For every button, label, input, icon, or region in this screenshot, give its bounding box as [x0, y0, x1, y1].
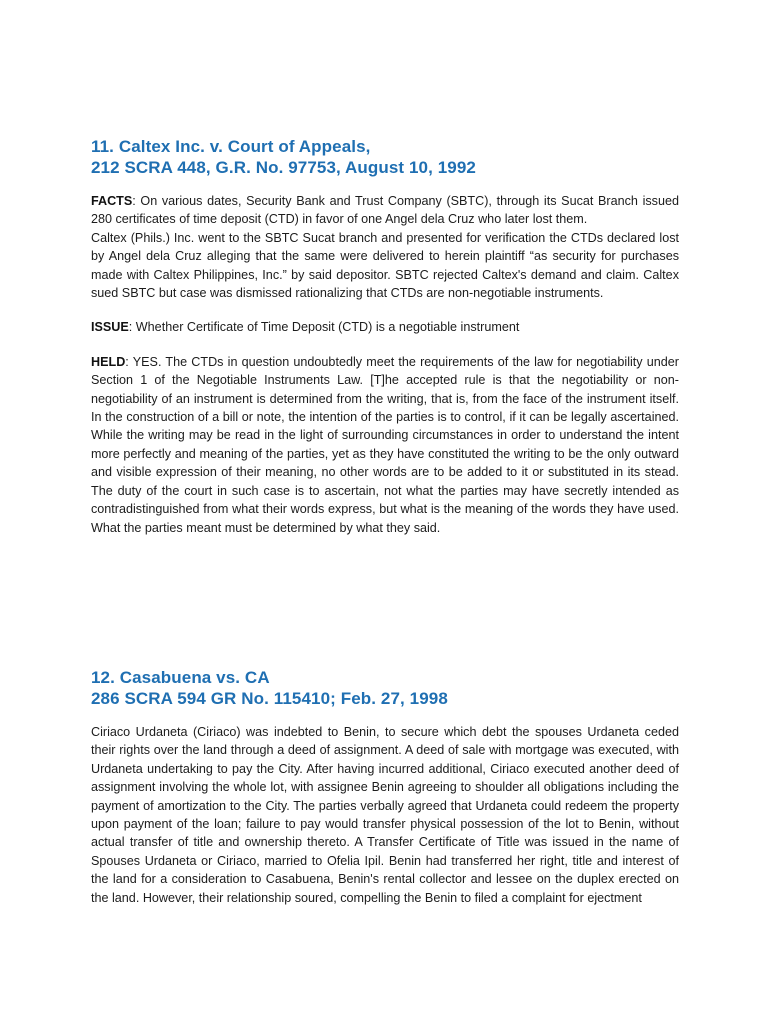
case-title-line-1: 12. Casabuena vs. CA — [91, 668, 270, 687]
issue-label: ISSUE — [91, 320, 129, 335]
case-title-line-1: 11. Caltex Inc. v. Court of Appeals, — [91, 137, 371, 156]
body-paragraph: Ciriaco Urdaneta (Ciriaco) was indebted to Benin, to secure which debt the spouses Urdaneta ceded their rights over the land through a deed of assignment. A deed of sale with mortgage was executed, with Urdaneta undertaking to pay the City. After having incurred additional, Ciriaco executed another deed of assignment involving the whole lot, with assignee Benin agreeing to shoulder all obligations including the payment of amortization to the City. The parties verbally agreed that Urdaneta could redeem the property upon payment of the loan; failure to pay would transfer physical possession of the lot to Benin, without actual transfer of title and ownership thereto. A Transfer Certificate of Title was issued in the name of Spouses Urdaneta or Ciriaco, married to Ofelia Ipil. Benin had transferred her right, title and interest of the land for a consideration to Casabuena, Benin's rental collector and lessee on the duplex erected on the land. However, their relationship soured, compelling the Benin to filed a complaint for ejectment — [91, 725, 679, 905]
facts-label: FACTS — [91, 194, 133, 208]
facts-paragraph — [91, 192, 679, 229]
case-title — [91, 667, 679, 709]
issue-text: : Whether Certificate of Time Deposit (CTD) is a negotiable instrument — [128, 320, 520, 335]
case-11 — [91, 136, 679, 537]
case-12 — [91, 667, 679, 907]
issue-paragraph — [91, 318, 679, 336]
facts-paragraph-2: Caltex (Phils.) Inc. went to the SBTC Sucat branch and presented for verification the CTDs declared lost by Angel dela Cruz alleging that the same were delivered to herein plaintiff “as security for purchases made with Caltex Philippines, Inc.” by said depositor. SBTC rejected Caltex's demand and claim. Caltex sued SBTC but case was dismissed rationalizing that CTDs are non-negotiable instruments. — [91, 230, 679, 301]
case-title-line-2: 212 SCRA 448, G.R. No. 97753, August 10, 1992 — [91, 158, 476, 177]
held-paragraph — [91, 353, 679, 537]
held-label: HELD — [91, 354, 126, 369]
case-title — [91, 136, 679, 178]
case-title-line-2: 286 SCRA 594 GR No. 115410; Feb. 27, 1998 — [91, 689, 448, 708]
facts-text: : On various dates, Security Bank and Trust Company (SBTC), through its Sucat Branch issued 280 certificates of time deposit (CTD) in favor of one Angel dela Cruz who later lost them. — [91, 194, 679, 227]
held-text: : YES. The CTDs in question undoubtedly meet the requirements of the law for negotiability under Section 1 of the Negotiable Instruments Law. [T]he accepted rule is that the negotiability or non-negotiability of an instrument is determined from the writing, that is, from the face of the instrument itself. In the construction of a bill or note, the intention of the parties is to control, if it can be legally ascertained. While the writing may be read in the light of surrounding circumstances in order to understand the intent more perfectly and meaning of the parties, yet as they have constituted the writing to be the only outward and visible expression of their meaning, no other words are to be added to it or substituted in its stead. The duty of the court in such case is to ascertain, not what the parties may have secretly intended as contradistinguished from what their words express, but what is the meaning of the words they have used. What the parties meant must be determined by what they said. — [91, 354, 679, 535]
